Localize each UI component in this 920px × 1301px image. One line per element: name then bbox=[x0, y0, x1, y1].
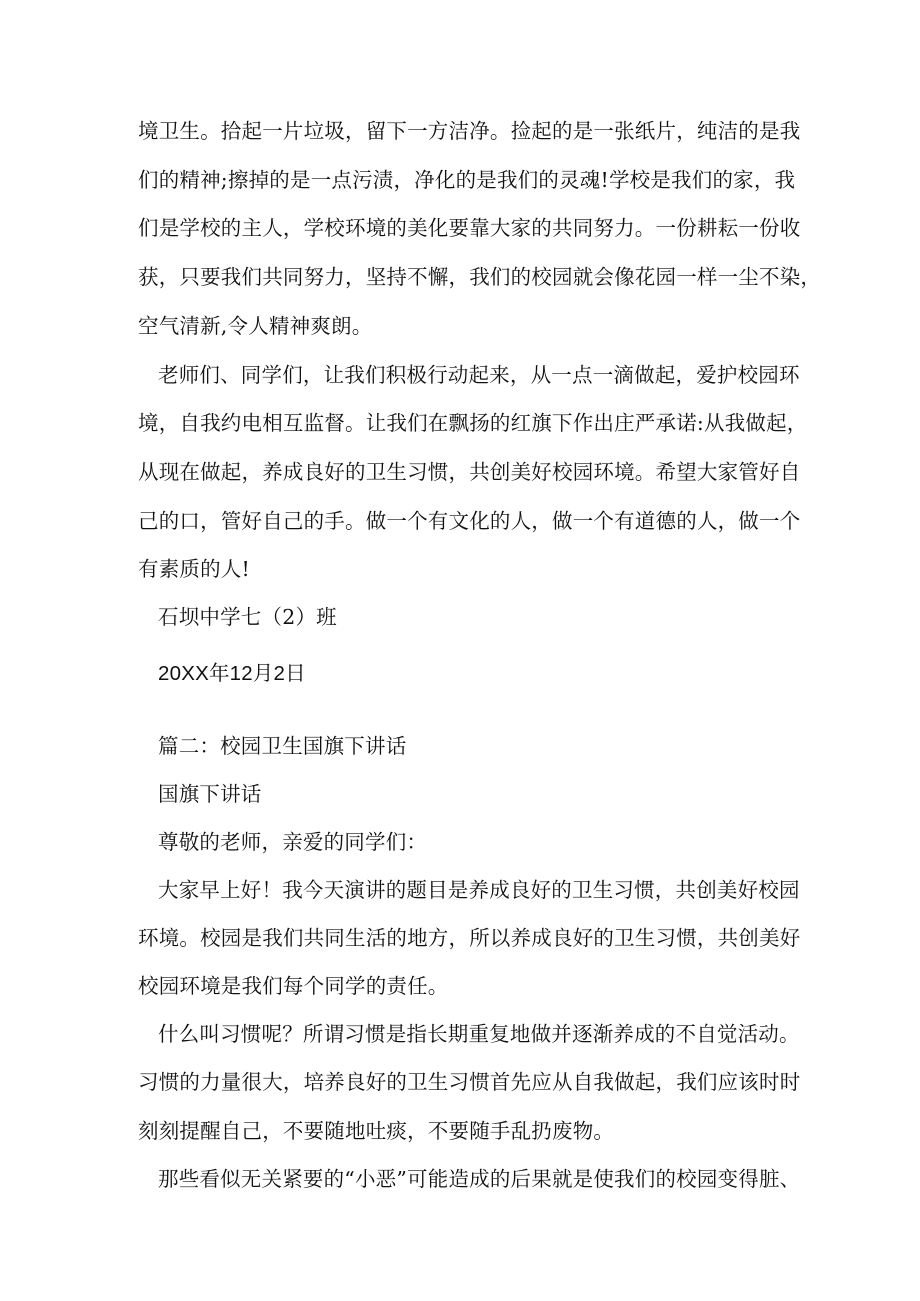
date: 20XX年12月2日 bbox=[158, 662, 306, 685]
text-line: 境，自我约电相互监督。让我们在飘扬的红旗下作出庄严承诺:从我做起， bbox=[138, 411, 808, 435]
text-line: 己的口，管好自己的手。做一个有文化的人，做一个有道德的人，做一个 bbox=[138, 509, 801, 533]
text-line: 有素质的人! bbox=[138, 557, 250, 581]
text-line: 什么叫习惯呢？所谓习惯是指长期重复地做并逐渐养成的不自觉活动。 bbox=[158, 1022, 800, 1046]
text-line: 大家早上好！我今天演讲的题目是养成良好的卫生习惯，共创美好校园 bbox=[158, 878, 800, 902]
text-line: 环境。校园是我们共同生活的地方，所以养成良好的卫生习惯，共创美好 bbox=[138, 926, 801, 950]
signature: 石坝中学七（2）班 bbox=[158, 605, 337, 629]
text-line: 那些看似无关紧要的“小恶”可能造成的后果就是使我们的校园变得脏、 bbox=[158, 1167, 801, 1191]
text-line: 刻刻提醒自己，不要随地吐痰，不要随手乱扔废物。 bbox=[138, 1119, 615, 1143]
section-heading: 篇二：校园卫生国旗下讲话 bbox=[158, 734, 407, 758]
text-line: 们的精神;擦掉的是一点污渍，净化的是我们的灵魂!学校是我们的家，我 bbox=[138, 168, 796, 192]
text-line: 从现在做起，养成良好的卫生习惯，共创美好校园环境。希望大家管好自 bbox=[138, 460, 801, 484]
section-subheading: 国旗下讲话 bbox=[158, 782, 262, 806]
salutation: 尊敬的老师，亲爱的同学们： bbox=[158, 830, 428, 854]
text-line: 境卫生。拾起一片垃圾，留下一方洁净。捡起的是一张纸片，纯洁的是我 bbox=[138, 119, 801, 143]
text-line: 空气清新,令人精神爽朗。 bbox=[138, 314, 373, 338]
text-line: 们是学校的主人，学校环境的美化要靠大家的共同努力。一份耕耘一份收 bbox=[138, 216, 801, 240]
text-line: 老师们、同学们，让我们积极行动起来，从一点一滴做起，爱护校园环 bbox=[158, 363, 800, 387]
text-line: 习惯的力量很大，培养良好的卫生习惯首先应从自我做起，我们应该时时 bbox=[138, 1070, 801, 1094]
text-line: 校园环境是我们每个同学的责任。 bbox=[138, 974, 449, 998]
text-line: 获，只要我们共同努力，坚持不懈，我们的校园就会像花园一样一尘不染， bbox=[138, 265, 822, 289]
